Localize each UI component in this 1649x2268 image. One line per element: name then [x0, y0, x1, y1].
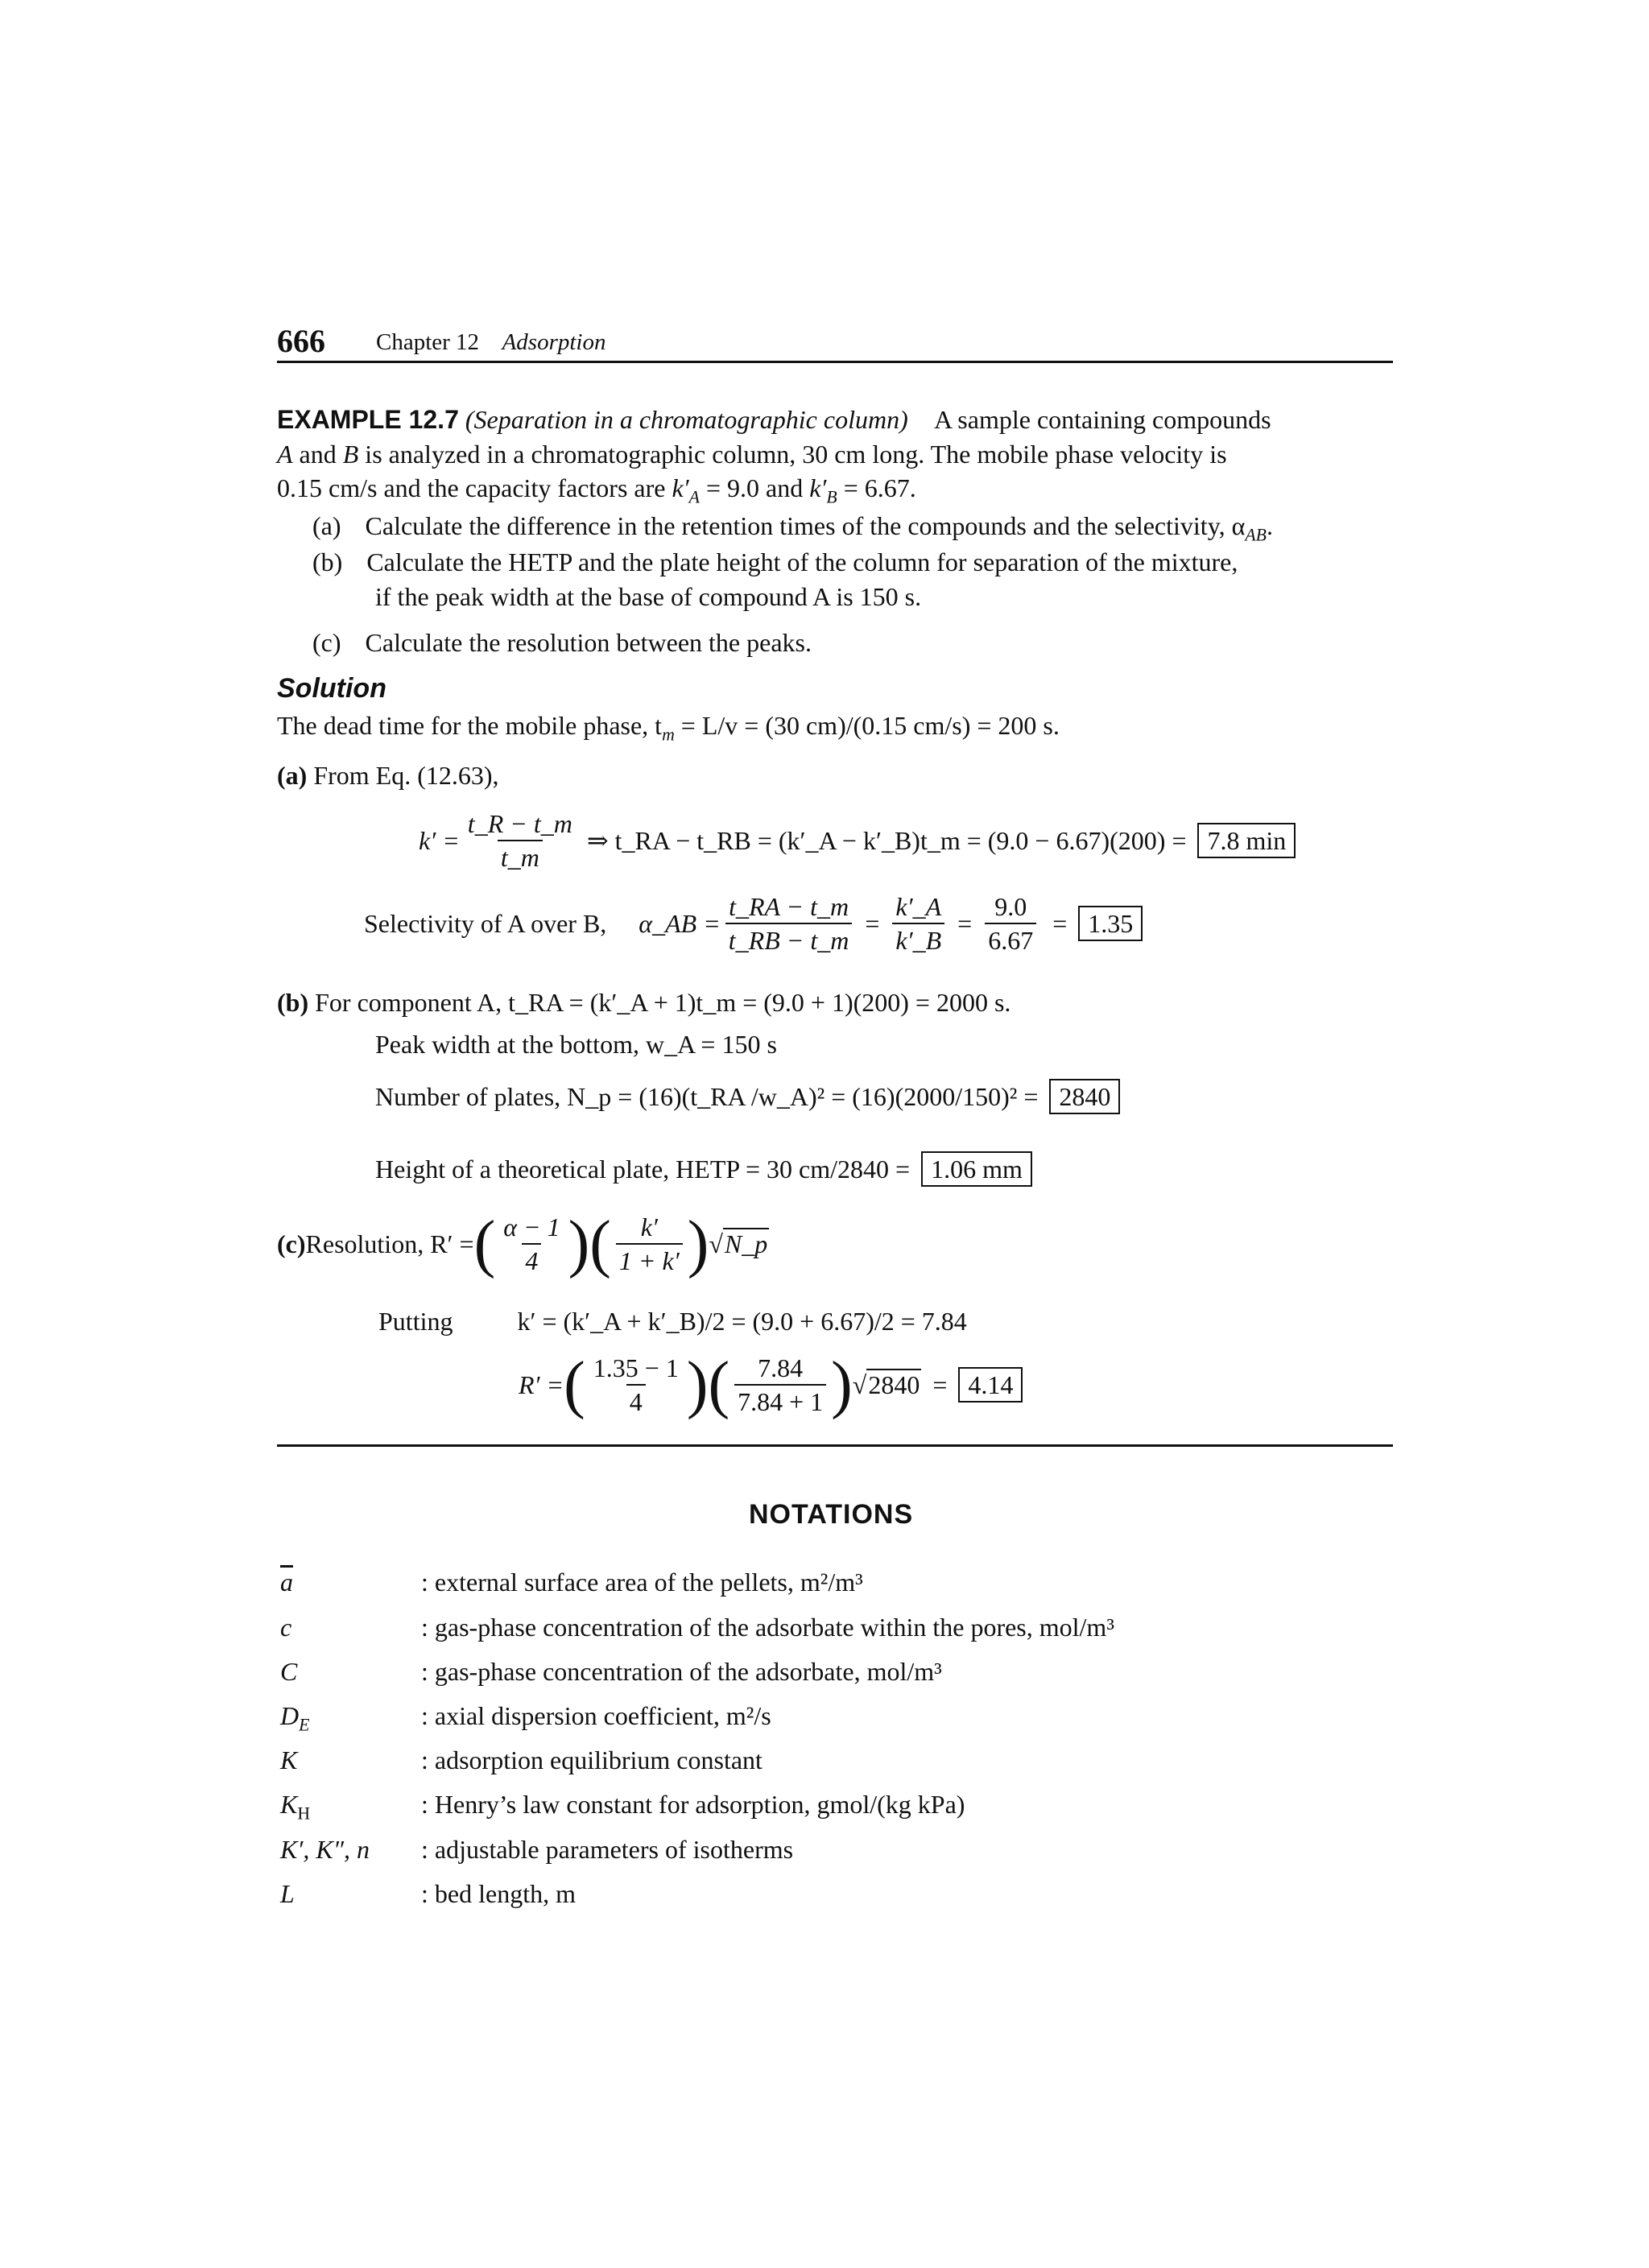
part-c: [312, 626, 812, 659]
notation-desc-7: : bed length, m: [421, 1879, 576, 1908]
notation-symbol-4: K: [280, 1745, 298, 1774]
notation-symbol-2: C: [280, 1657, 298, 1686]
notation-symbol-5: $K_H$: [280, 1790, 311, 1824]
example-label: EXAMPLE 12.7: [277, 405, 459, 434]
plates-text: Number of plates, N_p = (16)(t_RA /w_A)² = (16)(2000/150)² =: [375, 1082, 1039, 1111]
equation-retention: [419, 809, 1296, 872]
notation-symbol-6: K′, K″, n: [280, 1835, 370, 1864]
example-line-2: [277, 437, 1227, 471]
running-head: [376, 325, 605, 359]
example-intro-1: A sample containing compounds: [933, 405, 1271, 434]
selectivity-alpha: α_AB =: [639, 909, 721, 938]
part-b-cont: [375, 580, 921, 613]
r-f2-den: 7.84 + 1: [734, 1384, 826, 1416]
notation-symbol-1: c: [280, 1613, 292, 1642]
r-sqrt-radicand: 2840: [868, 1370, 920, 1399]
notation-desc-4: : adsorption equilibrium constant: [421, 1745, 763, 1774]
compound-b: B: [342, 440, 359, 469]
hetp-result-box: 1.06 mm: [921, 1151, 1032, 1187]
notation-symbol-7: L: [280, 1879, 295, 1908]
part-a: [312, 509, 1273, 543]
example-line-1: [277, 403, 1271, 436]
putting-equation: k′ = (k′_A + k′_B)/2 = (9.0 + 6.67)/2 = 7.84: [517, 1307, 967, 1336]
kb-sub: B: [826, 487, 837, 507]
dead-time-rest: = L/v = (30 cm)/(0.15 cm/s) = 200 s.: [674, 711, 1060, 740]
selectivity-fraction-2: [892, 892, 944, 955]
res-sqrt-radicand: N_p: [724, 1229, 768, 1258]
r-sqrt: √2840: [852, 1370, 920, 1399]
solution-b-label: (b): [277, 988, 309, 1017]
part-b-text: Calculate the HETP and the plate height of the column for separation of the mixture,: [366, 547, 1238, 576]
number-of-plates: [375, 1079, 1120, 1114]
example-intro-2: is analyzed in a chromatographic column, 30 cm long. The mobile phase velocity is: [358, 440, 1227, 469]
notation-desc-5: : Henry’s law constant for adsorption, gmol/(kg kPa): [421, 1790, 965, 1819]
selectivity-fraction-3: [985, 892, 1036, 955]
notation-desc-0: : external surface area of the pellets, m²/m³: [421, 1568, 863, 1597]
solution-a-text: From Eq. (12.63),: [307, 761, 499, 790]
part-a-solution: [277, 758, 499, 792]
res-f2-den: 1 + k′: [616, 1243, 683, 1275]
sel-f2-num: k′_A: [895, 892, 942, 921]
resolution-evaluation: R′ = ( $\frac{1.35 - 1}{4}$ )( $\frac{7.84}{7.84 + 1}$ ) √2840 = 4.14: [519, 1353, 1023, 1417]
eq1-denominator: t_m: [498, 840, 543, 872]
kb-value: = 6.67.: [837, 473, 916, 502]
notation-desc-1: : gas-phase concentration of the adsorbate within the pores, mol/m³: [421, 1613, 1114, 1642]
example-line-3: [277, 471, 916, 505]
putting-label: Putting: [378, 1307, 453, 1336]
solution-c-text: Resolution, R′ =: [305, 1229, 474, 1258]
dead-time: [277, 708, 1060, 745]
resolution-fraction-1: [500, 1212, 563, 1275]
part-a-label: (a): [312, 511, 341, 540]
selectivity-label: Selectivity of A over B,: [364, 909, 607, 938]
notations-heading: NOTATIONS: [749, 1499, 914, 1530]
chapter-label: Chapter 12: [376, 329, 480, 355]
part-a-text: Calculate the difference in the retention times of the compounds and the selectivity, α: [365, 511, 1246, 540]
part-b-text-2: if the peak width at the base of compound A is 150 s.: [375, 582, 922, 611]
example-title: (Separation in a chromatographic column): [465, 405, 908, 434]
r-lhs: R′ =: [519, 1370, 564, 1399]
eq1-rest: ⇒ t_RA − t_RB = (k′_A − k′_B)t_m = (9.0 − 6.67)(200) =: [586, 826, 1187, 855]
r-f1-num: 1.35 − 1: [593, 1353, 679, 1382]
solution-a-label: (a): [277, 761, 308, 790]
part-b-label: (b): [312, 547, 343, 576]
example-intro-3: 0.15 cm/s and the capacity factors are: [277, 473, 672, 502]
page-number: 666: [277, 323, 325, 359]
resolution-fraction-2: [616, 1212, 683, 1275]
notation-desc-3: : axial dispersion coefficient, m²/s: [421, 1701, 771, 1730]
resolution-result-box: 4.14: [958, 1367, 1023, 1403]
header-rule: [277, 361, 1393, 363]
part-a-sub: AB: [1245, 525, 1267, 545]
example-end-rule: [277, 1444, 1393, 1447]
eq1-numerator: t_R − t_m: [467, 809, 572, 838]
hetp-text: Height of a theoretical plate, HETP = 30 cm/2840 =: [375, 1155, 911, 1184]
ka-value: = 9.0 and: [699, 473, 810, 502]
resolution-sqrt: √N_p: [709, 1229, 768, 1258]
selectivity-result-box: 1.35: [1078, 906, 1143, 941]
selectivity-fraction-1: [725, 892, 853, 955]
sel-f1-num: t_RA − t_m: [729, 892, 849, 921]
putting-line: [378, 1304, 967, 1338]
dead-time-text: The dead time for the mobile phase, t: [277, 711, 663, 740]
part-a-end: .: [1266, 511, 1273, 540]
notation-desc-2: : gas-phase concentration of the adsorbate, mol/m³: [421, 1657, 942, 1686]
r-f1-den: 4: [626, 1384, 646, 1416]
chapter-title: Adsorption: [502, 329, 606, 355]
ka-sub: A: [688, 487, 700, 507]
kb-symbol: k′: [809, 473, 827, 502]
solution-heading: Solution: [277, 673, 386, 704]
dead-time-sub: m: [662, 725, 675, 745]
sel-f2-den: k′_B: [892, 923, 944, 955]
eq1-fraction: [465, 809, 576, 872]
hetp: [375, 1151, 1032, 1187]
solution-c-label: (c): [277, 1229, 306, 1258]
part-c-text: Calculate the resolution between the peaks.: [365, 628, 812, 657]
res-f1-num: α − 1: [503, 1212, 560, 1241]
eq1-result-box: 7.8 min: [1197, 823, 1296, 858]
part-b-solution: [277, 985, 1010, 1019]
r-fraction-1: [590, 1353, 682, 1416]
sel-f3-den: 6.67: [985, 923, 1036, 955]
r-fraction-2: [734, 1353, 826, 1416]
solution-b-text: For component A, t_RA = (k′_A + 1)t_m = (9.0 + 1)(200) = 2000 s.: [308, 988, 1011, 1017]
notation-symbol-3: $D_E$: [280, 1701, 310, 1735]
notation-symbol-0: $\overline{a}$: [280, 1568, 293, 1597]
and-text: and: [292, 440, 343, 469]
res-f1-den: 4: [522, 1243, 541, 1275]
eq1-lhs: k′ =: [419, 826, 460, 855]
part-b: [312, 545, 1238, 579]
r-f2-num: 7.84: [758, 1353, 804, 1382]
sel-f3-num: 9.0: [994, 892, 1027, 921]
part-c-label: (c): [312, 628, 341, 657]
equation-selectivity: Selectivity of A over B, α_AB = $\frac{t\_RA - t\_m}{t\_RB - t\_m}$ = $\frac{k'\_A}{k'\_B}$ = $\frac{9.0}{6.67}$ = 1.35: [364, 892, 1143, 955]
resolution-formula: (c) Resolution, R′ = ( $\frac{\alpha - 1}{4}$ )( $\frac{k'}{1 + k'}$ ) √N_p: [277, 1208, 768, 1279]
peak-width: Peak width at the bottom, w_A = 150 s: [375, 1030, 777, 1059]
sel-f1-den: t_RB − t_m: [725, 923, 853, 955]
res-f2-num: k′: [640, 1212, 658, 1241]
ka-symbol: k′: [672, 473, 689, 502]
plates-result-box: 2840: [1049, 1079, 1120, 1114]
notation-desc-6: : adjustable parameters of isotherms: [421, 1835, 794, 1864]
compound-a: A: [277, 440, 293, 469]
